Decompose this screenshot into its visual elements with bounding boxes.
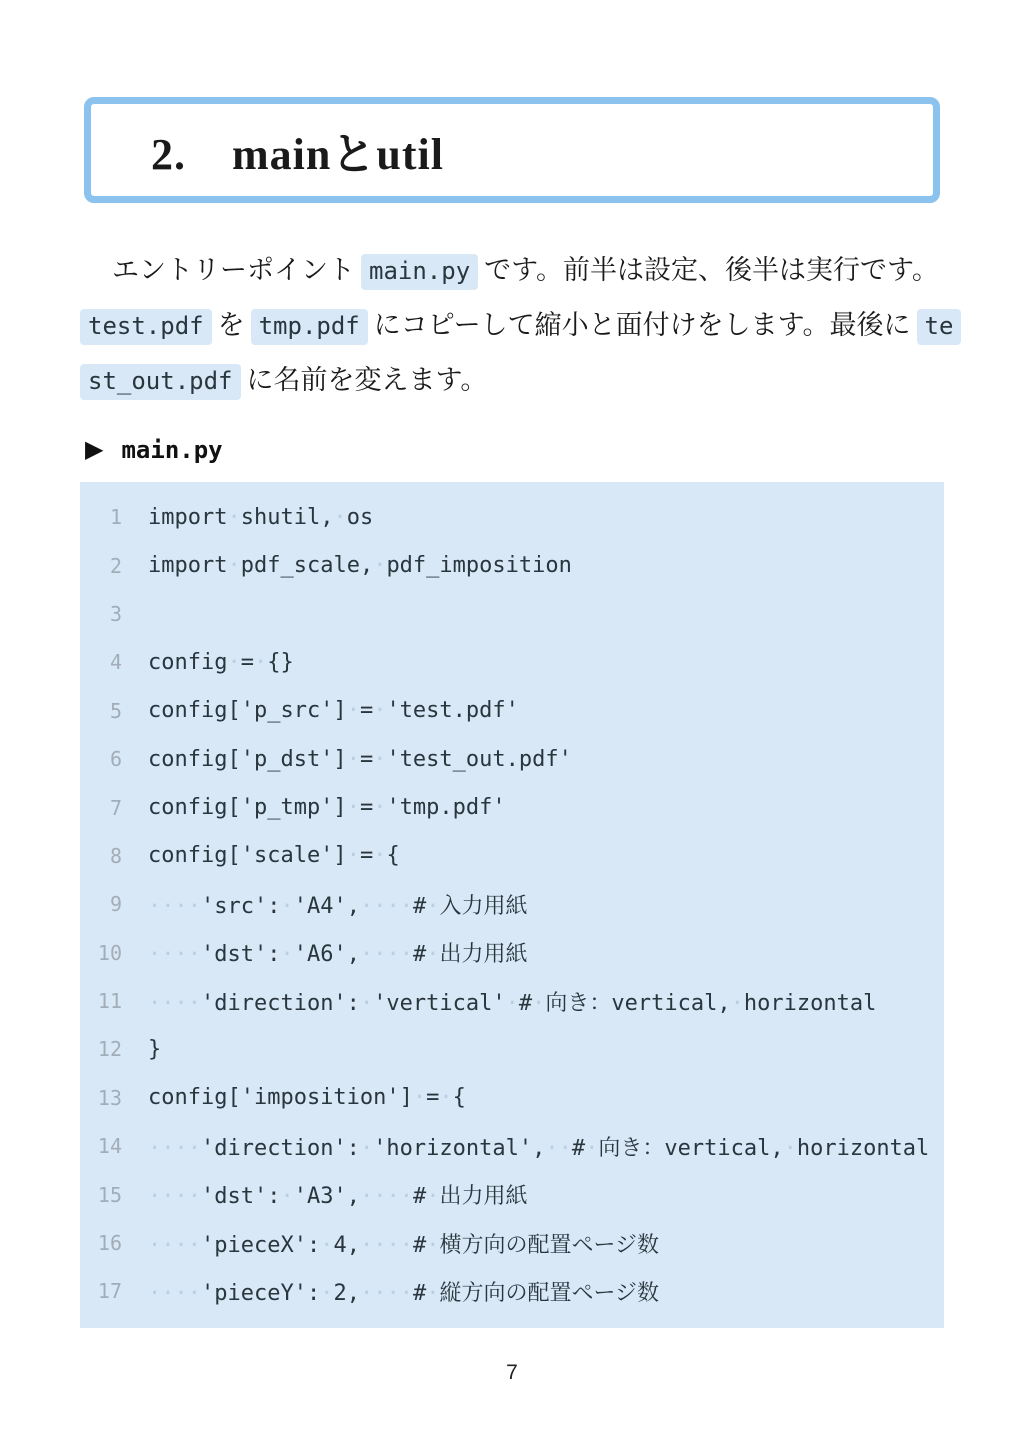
code-line [80,735,944,783]
code-line [80,493,944,541]
whitespace-dots: · [280,1184,294,1210]
paragraph-text: を [217,310,245,340]
code-text: import·shutil,·os [148,504,374,530]
whitespace-dots: · [426,893,440,919]
whitespace-dots: · [426,1232,440,1258]
line-number: 2 [109,553,122,578]
line-number: 13 [97,1085,122,1110]
whitespace-dots: · [346,698,360,724]
whitespace-dots: · [227,649,241,675]
whitespace-dots: · [532,990,546,1016]
whitespace-dots: · [373,746,387,772]
whitespace-dots: ···· [359,1280,413,1306]
code-text: config·=·{} [148,649,294,675]
paragraph-text: エントリーポイント [112,255,355,285]
code-text: ····'direction':·'vertical'·#·向き：vertical,·horizontal [148,990,877,1016]
code-text: config['imposition']·=·{ [148,1085,466,1111]
whitespace-dots: · [373,795,387,821]
whitespace-dots: · [373,698,387,724]
paragraph-line [80,353,946,408]
paragraph-line [80,298,954,353]
line-number: 12 [97,1037,122,1062]
code-block-header [85,432,1024,468]
whitespace-dots: ···· [148,1184,201,1210]
section-title-box [84,97,940,203]
whitespace-dots: · [253,649,268,675]
code-text: ····'pieceX':·4,····#·横方向の配置ページ数 [148,1232,659,1258]
whitespace-dots: · [426,1280,440,1306]
code-line [80,929,944,977]
whitespace-dots: ···· [359,1232,413,1258]
paragraph-text: に名前を変えます。 [246,365,488,395]
intro-paragraph [80,243,954,408]
whitespace-dots: ···· [359,1184,413,1210]
code-lines [80,493,944,1316]
code-text: ····'direction':·'horizontal',··#·向き：vertical,·horizontal [148,1135,930,1161]
whitespace-dots: · [280,893,294,919]
line-number: 1 [109,505,122,530]
section-title-text: mainとutil [232,130,444,179]
whitespace-dots: · [333,504,347,530]
whitespace-dots: · [373,843,387,869]
code-text: config['p_dst']·=·'test_out.pdf' [148,746,572,772]
code-text: config['scale']·=·{ [148,843,400,869]
whitespace-dots: · [426,1184,440,1210]
code-line [80,1170,944,1218]
line-number: 6 [109,747,122,772]
whitespace-dots: ···· [148,1135,201,1161]
code-text: ····'dst':·'A3',····#·出力用紙 [148,1184,528,1210]
code-line [80,783,944,831]
line-number: 16 [97,1231,122,1256]
code-line [80,541,944,589]
triangle-marker-icon: ▶ [85,437,104,463]
code-text: config['p_tmp']·=·'tmp.pdf' [148,795,506,821]
whitespace-dots: · [320,1232,334,1258]
page-footer [0,1361,1024,1385]
whitespace-dots: ···· [148,942,201,968]
code-text: ····'src':·'A4',····#·入力用紙 [148,893,528,919]
whitespace-dots: · [585,1135,599,1161]
code-line [80,1025,944,1073]
code-line [80,1074,944,1122]
whitespace-dots: ···· [148,893,201,919]
line-number: 7 [109,795,122,820]
code-line [80,1122,944,1170]
line-number: 11 [97,989,122,1014]
code-line [80,832,944,880]
paragraph-line [80,243,946,298]
code-line [80,638,944,686]
section-title [151,118,444,182]
section-number: 2. [151,130,186,179]
line-number: 4 [109,650,122,675]
code-text: ····'dst':·'A6',····#·出力用紙 [148,942,528,968]
whitespace-dots: · [439,1085,453,1111]
whitespace-dots: ···· [359,893,413,919]
whitespace-dots: · [346,746,360,772]
whitespace-dots: · [227,504,241,530]
code-text: import·pdf_scale,·pdf_imposition [148,553,572,579]
whitespace-dots: · [346,795,360,821]
line-number: 10 [97,940,122,965]
whitespace-dots: ···· [359,942,413,968]
code-text: ····'pieceY':·2,····#·縦方向の配置ページ数 [148,1280,659,1306]
whitespace-dots: · [359,1135,374,1161]
whitespace-dots: · [227,553,241,579]
line-number: 8 [109,843,122,868]
code-block [80,482,944,1328]
code-line [80,880,944,928]
page-number: 7 [506,1360,518,1384]
whitespace-dots: · [280,942,294,968]
whitespace-dots: · [730,990,744,1016]
line-number: 14 [97,1134,122,1159]
code-line [80,1219,944,1267]
line-number: 17 [97,1279,122,1304]
inline-code: te [917,309,962,345]
whitespace-dots: · [412,1085,427,1111]
whitespace-dots: · [373,553,387,579]
whitespace-dots: · [359,990,374,1016]
inline-code: tmp.pdf [251,309,368,345]
code-filename-label: main.py [121,436,223,464]
line-number: 15 [97,1182,122,1207]
whitespace-dots: · [346,843,360,869]
whitespace-dots: ···· [148,1232,201,1258]
paragraph-text: にコピーして縮小と面付けをします。最後に [373,310,911,340]
code-text: } [148,1036,162,1062]
whitespace-dots: ·· [545,1135,572,1161]
whitespace-dots: ···· [148,1280,201,1306]
whitespace-dots: · [426,942,440,968]
code-line [80,1267,944,1315]
code-line [80,977,944,1025]
paragraph-text: です。前半は設定、後半は実行です。 [484,255,939,285]
code-line [80,590,944,638]
whitespace-dots: · [505,990,519,1016]
line-number: 3 [109,601,122,626]
line-number: 5 [109,698,122,723]
whitespace-dots: · [783,1135,797,1161]
code-text: config['p_src']·=·'test.pdf' [148,698,519,724]
inline-code: main.py [361,254,478,290]
code-line [80,687,944,735]
whitespace-dots: ···· [148,990,201,1016]
inline-code: st_out.pdf [80,364,241,400]
inline-code: test.pdf [80,309,212,345]
whitespace-dots: · [320,1280,334,1306]
line-number: 9 [109,892,122,917]
